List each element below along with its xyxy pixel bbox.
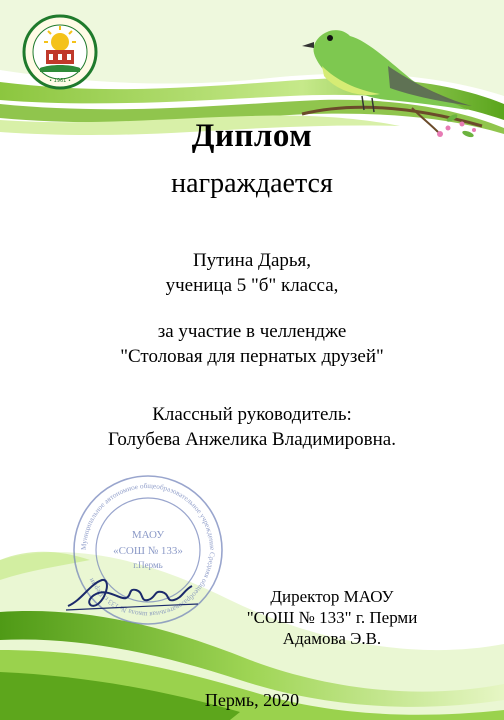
stamp-center-line2: «СОШ № 133» <box>113 545 183 557</box>
director-signature-block <box>220 586 444 649</box>
director-name: Адамова Э.В. <box>282 629 382 648</box>
place-and-year: Пермь, 2020 <box>204 690 300 710</box>
diploma-subtitle: награждается <box>171 168 333 199</box>
diploma-title: Диплом <box>191 118 313 154</box>
stamp-ring-text: Муниципальное автономное общеобразовательное учреждение Средняя общеобразовательная школа № 133 г. Перми <box>79 481 217 619</box>
director-title: Директор МАОУ <box>270 587 394 606</box>
recipient-name: Путина Дарья, <box>192 250 312 271</box>
award-reason-line2: "Столовая для пернатых друзей" <box>120 346 384 367</box>
stamp-center-line1: МАОУ <box>131 529 165 541</box>
stamp-center-line3: г.Пермь <box>133 560 163 570</box>
teacher-name: Голубева Анжелика Владимировна. <box>108 429 396 450</box>
school-logo-icon <box>22 14 98 90</box>
teacher-label: Классный руководитель: <box>152 404 352 425</box>
recipient-class: ученица 5 "б" класса, <box>165 275 339 296</box>
svg-text:• 1961 •: • 1961 • <box>49 78 71 84</box>
signature-icon <box>62 570 202 620</box>
award-reason-line1: за участие в челлендже <box>157 321 347 342</box>
director-school: "СОШ № 133" г. Перми <box>246 608 418 627</box>
